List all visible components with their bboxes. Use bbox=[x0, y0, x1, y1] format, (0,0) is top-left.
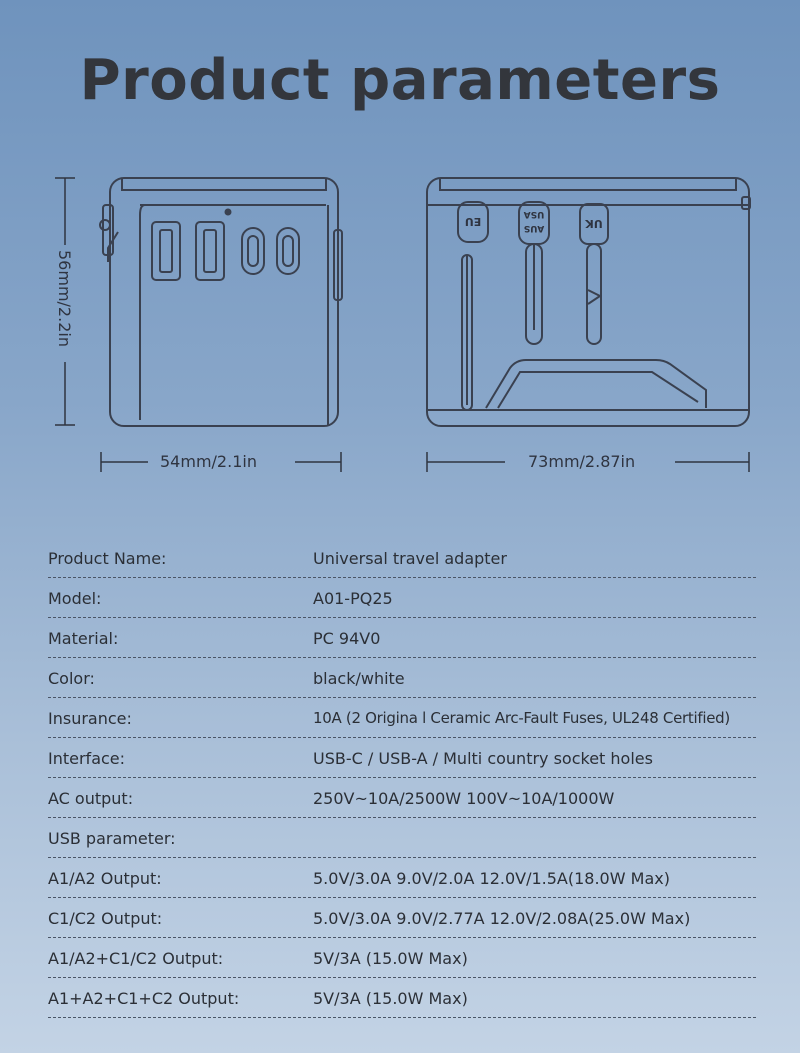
product-diagram bbox=[0, 160, 800, 490]
page-title: Product parameters bbox=[79, 48, 721, 113]
spec-value: A01-PQ25 bbox=[313, 589, 393, 608]
spec-row bbox=[48, 578, 756, 618]
spec-row bbox=[48, 818, 756, 858]
usa-aus-slider-icon bbox=[519, 202, 549, 244]
spec-value: 5V/3A (15.0W Max) bbox=[313, 989, 468, 1008]
svg-text:EU: EU bbox=[464, 215, 482, 228]
spec-label: Interface: bbox=[48, 749, 126, 768]
usb-c-port-icon bbox=[242, 228, 264, 274]
spec-label: Model: bbox=[48, 589, 102, 608]
spec-value: 5.0V/3.0A 9.0V/2.0A 12.0V/1.5A(18.0W Max) bbox=[313, 869, 670, 888]
spec-row bbox=[48, 778, 756, 818]
front-width-dimension-label: 54mm/2.1in bbox=[160, 452, 257, 471]
spec-label: AC output: bbox=[48, 789, 134, 808]
front-view bbox=[100, 178, 342, 426]
spec-label: Product Name: bbox=[48, 549, 167, 568]
socket-labels bbox=[465, 209, 603, 233]
spec-row bbox=[48, 698, 756, 738]
spec-value: 10A (2 Origina l Ceramic Arc-Fault Fuses, UL248 Certified) bbox=[313, 709, 730, 727]
spec-label: Insurance: bbox=[48, 709, 132, 728]
spec-row bbox=[48, 658, 756, 698]
spec-value: PC 94V0 bbox=[313, 629, 381, 648]
spec-row bbox=[48, 538, 756, 578]
spec-value: 250V~10A/2500W 100V~10A/1000W bbox=[313, 789, 615, 808]
spec-label: A1/A2+C1/C2 Output: bbox=[48, 949, 224, 968]
spec-table bbox=[48, 538, 756, 1018]
spec-row bbox=[48, 858, 756, 898]
spec-row bbox=[48, 738, 756, 778]
spec-label: Material: bbox=[48, 629, 119, 648]
svg-text:UK: UK bbox=[585, 217, 603, 230]
side-width-dimension-label: 73mm/2.87in bbox=[528, 452, 636, 471]
spec-label: C1/C2 Output: bbox=[48, 909, 163, 928]
spec-label: Color: bbox=[48, 669, 95, 688]
spec-value: Universal travel adapter bbox=[313, 549, 507, 568]
svg-text:USA: USA bbox=[523, 209, 545, 219]
usb-c-port-icon bbox=[277, 228, 299, 274]
spec-label: A1+A2+C1+C2 Output: bbox=[48, 989, 240, 1008]
spec-value: 5V/3A (15.0W Max) bbox=[313, 949, 468, 968]
spec-row bbox=[48, 938, 756, 978]
spec-value: 5.0V/3.0A 9.0V/2.77A 12.0V/2.08A(25.0W Max) bbox=[313, 909, 691, 928]
spec-value: black/white bbox=[313, 669, 405, 688]
spec-label: A1/A2 Output: bbox=[48, 869, 162, 888]
spec-row bbox=[48, 898, 756, 938]
spec-row bbox=[48, 618, 756, 658]
spec-value: USB-C / USB-A / Multi country socket holes bbox=[313, 749, 653, 768]
svg-text:AUS: AUS bbox=[523, 223, 545, 233]
height-dimension-label: 56mm/2.2in bbox=[55, 250, 74, 347]
spec-label: USB parameter: bbox=[48, 829, 176, 848]
spec-row bbox=[48, 978, 756, 1018]
